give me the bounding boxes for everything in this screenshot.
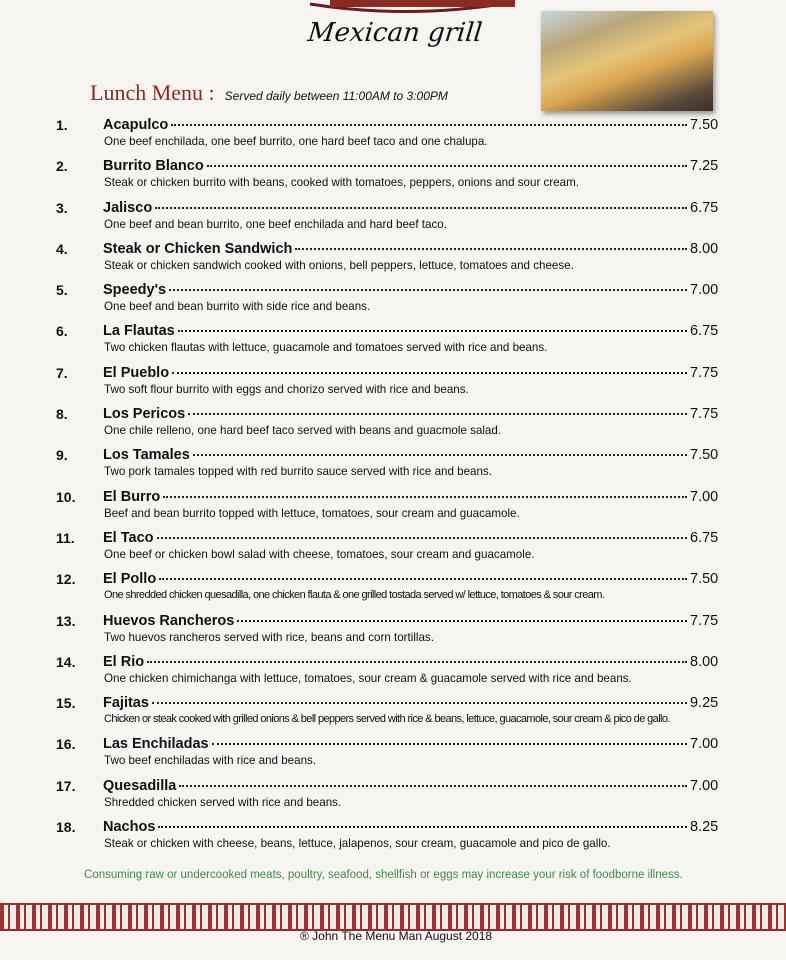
decorative-border (0, 903, 786, 931)
item-name: Nachos (103, 819, 156, 836)
dot-leader (163, 496, 687, 498)
item-price: 7.50 (690, 117, 719, 133)
menu-item (0, 403, 786, 444)
dot-leader (237, 620, 687, 622)
menu-item (0, 651, 786, 692)
menu-item (0, 692, 786, 733)
item-description: Two pork tamales topped with red burrito sauce served with rice and beans. (104, 465, 492, 479)
item-number: 4. (56, 240, 68, 257)
item-name: Los Pericos (103, 406, 186, 423)
item-price: 7.75 (690, 406, 719, 423)
item-name: El Pueblo (103, 364, 170, 381)
item-description: Steak or chicken burrito with beans, cooked with tomatoes, peppers, onions and sour cream. (104, 176, 579, 190)
item-line (103, 241, 690, 257)
section-header (90, 80, 448, 106)
item-number: 13. (56, 612, 76, 629)
menu-item (0, 486, 786, 527)
item-name: Acapulco (103, 117, 169, 133)
dot-leader (155, 207, 687, 209)
menu-item (0, 444, 786, 485)
item-line (103, 117, 690, 133)
menu-item (0, 527, 786, 568)
item-line (103, 819, 690, 835)
item-price: 6.75 (690, 529, 719, 546)
menu-item (0, 733, 786, 774)
item-line (103, 447, 690, 463)
item-line (103, 200, 690, 216)
section-title: Lunch Menu : (90, 80, 215, 105)
dot-leader (169, 289, 687, 291)
item-description: Two huevos rancheros served with rice, beans and corn tortillas. (104, 630, 434, 644)
item-description: One shredded chicken quesadilla, one chicken flauta & one grilled tostada served w/ lettuce, tomatoes & sour cream. (104, 589, 605, 602)
item-number: 11. (56, 529, 75, 546)
item-number: 16. (56, 736, 76, 753)
menu-item (0, 238, 786, 279)
item-name: El Burro (103, 488, 161, 505)
item-number: 12. (56, 571, 76, 588)
item-name: Huevos Rancheros (103, 612, 235, 629)
item-description: Beef and bean burrito topped with lettuce, tomatoes, sour cream and guacamole. (104, 506, 520, 520)
item-number: 9. (56, 447, 68, 464)
item-line (103, 282, 690, 298)
dot-leader (159, 578, 687, 580)
item-name: Quesadilla (103, 777, 177, 794)
item-price: 9.25 (690, 695, 719, 712)
menu-item (0, 155, 786, 196)
dot-leader (172, 372, 687, 374)
item-price: 7.75 (690, 612, 719, 629)
logo-band (330, 0, 515, 7)
item-price: 8.00 (690, 240, 719, 257)
item-number: 2. (56, 158, 68, 175)
dot-leader (193, 454, 687, 456)
dot-leader (188, 413, 687, 415)
item-price: 6.75 (690, 199, 719, 216)
dot-leader (147, 661, 687, 663)
item-price: 7.00 (690, 777, 719, 794)
item-price: 8.25 (690, 819, 719, 836)
item-price: 7.25 (690, 158, 719, 175)
item-name: Jalisco (103, 199, 153, 216)
item-price: 7.75 (690, 364, 719, 381)
item-name: Steak or Chicken Sandwich (103, 240, 293, 257)
menu-item (0, 362, 786, 403)
item-number: 1. (56, 117, 68, 133)
item-line (103, 778, 690, 794)
menu-item (0, 320, 786, 361)
item-line (103, 736, 690, 752)
item-price: 6.75 (690, 323, 719, 340)
item-line (103, 530, 690, 546)
menu-item (0, 568, 786, 609)
item-price: 7.50 (690, 571, 719, 588)
item-line (103, 613, 690, 629)
item-price: 7.00 (690, 282, 719, 299)
item-number: 18. (56, 819, 76, 836)
dot-leader (207, 165, 687, 167)
item-name: Speedy's (103, 282, 167, 299)
dot-leader (179, 785, 687, 787)
menu-item (0, 279, 786, 320)
food-warning: Consuming raw or undercooked meats, poultry, seafood, shellfish or eggs may increase your risk of foodborne illness. (84, 869, 683, 881)
item-line (103, 654, 690, 670)
menu-item (0, 775, 786, 816)
item-description: One beef enchilada, one beef burrito, one hard beef taco and one chalupa. (104, 135, 488, 148)
item-description: One beef and bean burrito, one beef enchilada and hard beef taco. (104, 217, 447, 231)
menu-item (0, 610, 786, 651)
dot-leader (178, 330, 687, 332)
fajitas-photo (541, 11, 713, 111)
dot-leader (295, 248, 687, 250)
item-line (103, 695, 690, 711)
dot-leader (171, 124, 687, 126)
item-number: 6. (56, 323, 68, 340)
menu-item (0, 114, 786, 155)
item-number: 7. (56, 364, 68, 381)
item-line (103, 406, 690, 422)
item-price: 7.50 (690, 447, 719, 464)
dot-leader (152, 702, 687, 704)
item-name: El Rio (103, 653, 145, 670)
item-number: 8. (56, 406, 68, 423)
item-description: Steak or chicken with cheese, beans, lettuce, jalapenos, sour cream, guacamole and pico de gallo. (104, 837, 611, 851)
item-price: 7.00 (690, 736, 719, 753)
item-description: One beef or chicken bowl salad with cheese, tomatoes, sour cream and guacamole. (104, 547, 535, 561)
item-number: 15. (56, 695, 76, 712)
item-line (103, 323, 690, 339)
item-description: Two soft flour burrito with eggs and chorizo served with rice and beans. (104, 382, 469, 396)
item-description: Shredded chicken served with rice and beans. (104, 795, 342, 809)
item-number: 10. (56, 488, 76, 505)
item-number: 17. (56, 777, 76, 794)
item-description: One beef and bean burrito with side rice and beans. (104, 300, 371, 314)
item-number: 5. (56, 282, 68, 299)
menu-list (0, 114, 786, 857)
item-name: Las Enchiladas (103, 736, 209, 753)
menu-item (0, 816, 786, 857)
item-line (103, 158, 690, 174)
credit: ® John The Menu Man August 2018 (300, 929, 493, 943)
item-name: Burrito Blanco (103, 158, 204, 175)
item-name: El Taco (103, 529, 154, 546)
item-description: Two beef enchiladas with rice and beans. (104, 754, 317, 768)
dot-leader (212, 743, 687, 745)
dot-leader (157, 537, 688, 539)
menu-item (0, 197, 786, 238)
item-description: One chile relleno, one hard beef taco served with beans and guacmole salad. (104, 424, 502, 438)
item-price: 7.00 (690, 488, 719, 505)
item-line (103, 571, 690, 587)
item-description: Chicken or steak cooked with grilled onions & bell peppers served with rice & beans, lettuce, guacamole, sour cream & pico de gallo. (104, 713, 670, 726)
item-description: One chicken chimichanga with lettuce, tomatoes, sour cream & guacamole served with rice and beans. (104, 671, 632, 685)
dot-leader (158, 826, 687, 828)
item-description: Steak or chicken sandwich cooked with onions, bell peppers, lettuce, tomatoes and cheese. (104, 258, 574, 272)
item-name: Los Tamales (103, 447, 190, 464)
tagline: Mexican grill (306, 18, 484, 48)
served-hours: Served daily between 11:00AM to 3:00PM (224, 89, 448, 103)
item-description: Two chicken flautas with lettuce, guacamole and tomatoes served with rice and beans. (104, 341, 548, 355)
item-number: 14. (56, 653, 76, 670)
item-name: Fajitas (103, 695, 149, 712)
item-number: 3. (56, 199, 68, 216)
item-line (103, 489, 690, 505)
item-price: 8.00 (690, 653, 719, 670)
item-line (103, 365, 690, 381)
item-name: El Pollo (103, 571, 157, 588)
item-name: La Flautas (103, 323, 175, 340)
